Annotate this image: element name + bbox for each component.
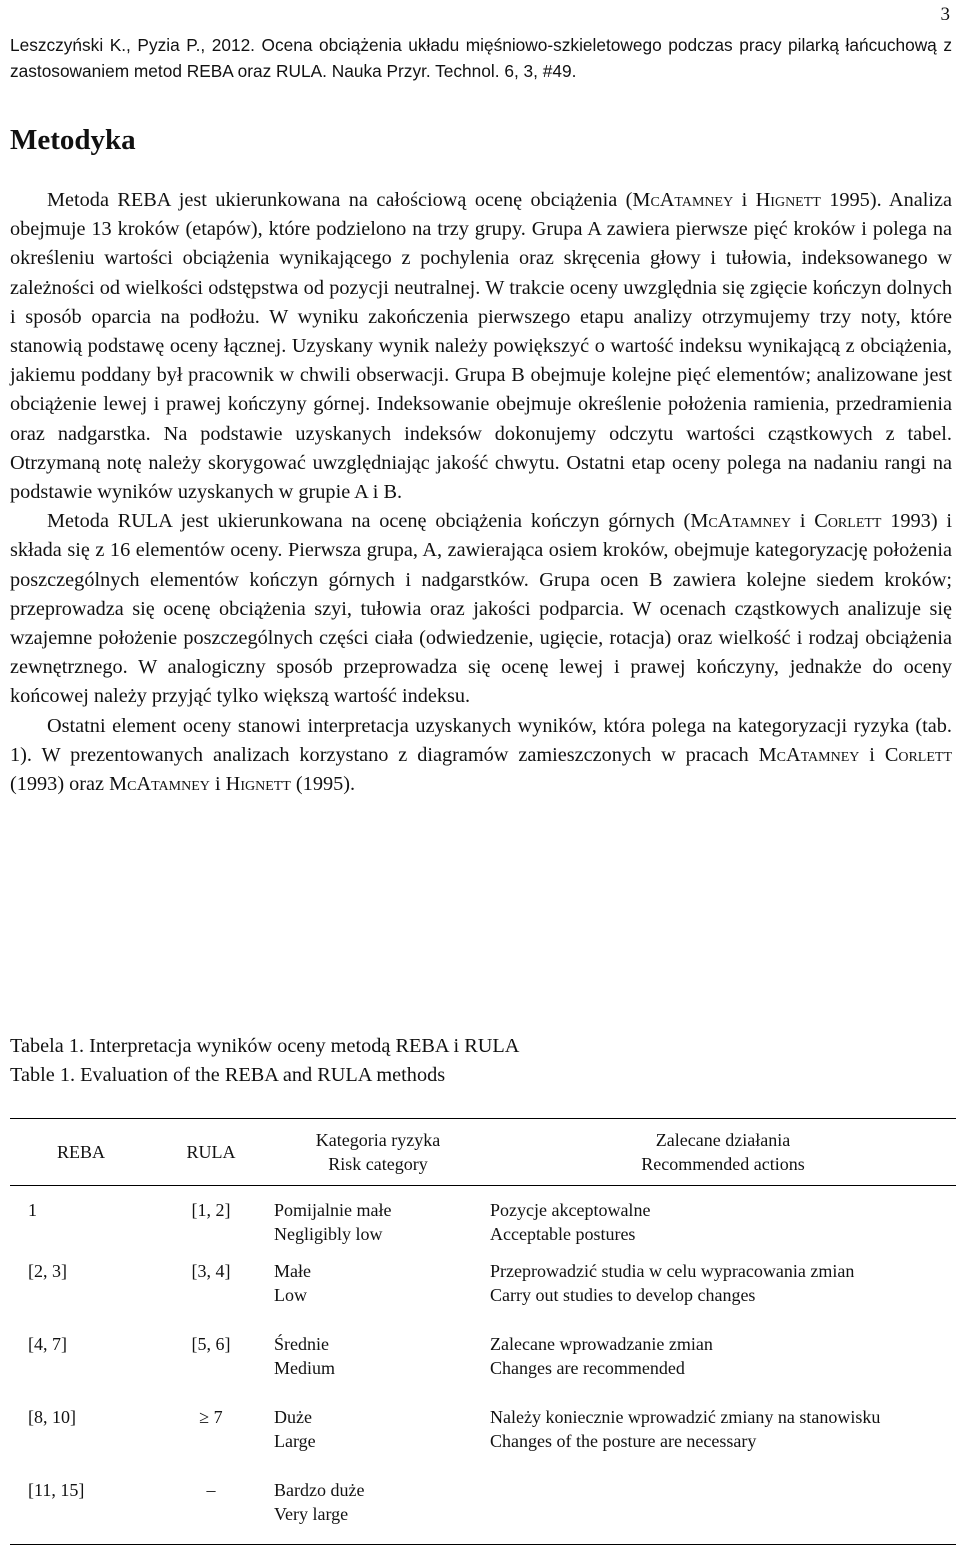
cell-reba: 1 <box>28 1200 37 1220</box>
category-pl: Małe <box>274 1261 311 1281</box>
author-name: Hignett <box>755 189 821 211</box>
action-en: Changes of the posture are necessary <box>490 1431 757 1451</box>
cell-actions <box>482 1259 956 1332</box>
cell-reba: [2, 3] <box>28 1261 67 1281</box>
action-en: Acceptable postures <box>490 1224 636 1244</box>
text-run: Metoda RULA jest ukierunkowana na ocenę obciążenia kończyn górnych ( <box>47 510 691 533</box>
citation-header: Leszczyński K., Pyzia P., 2012. Ocena obciążenia układu mięśniowo-szkieletowego podczas pracy pilarką łańcuchową z zastosowaniem metod REBA oraz RULA. Nauka Przyr. Technol. 6, 3, #49. <box>10 35 952 81</box>
cell-category <box>270 1259 482 1332</box>
text-run: i <box>209 773 226 796</box>
category-en: Large <box>274 1431 316 1451</box>
risk-table <box>10 1118 956 1545</box>
cell-rula: ≥ 7 <box>199 1407 223 1427</box>
table-row <box>10 1259 956 1332</box>
category-en: Very large <box>274 1504 349 1524</box>
cell-reba: [8, 10] <box>28 1407 76 1427</box>
cell-actions <box>482 1478 956 1545</box>
text-run: i <box>859 743 885 766</box>
caption-english: Table 1. Evaluation of the REBA and RULA methods <box>10 1064 446 1086</box>
page-number: 3 <box>940 4 950 25</box>
text-run: Metoda REBA jest ukierunkowana na całościową ocenę obciążenia ( <box>47 189 633 211</box>
text-run: 1993) i składa się z 16 elementów oceny. Pierwsza grupa, A, zawierająca osiem kroków, obejmuje kategoryzację położenia poszczególnych elementów kończyn górnych i nadgarstków. Grupa ocen B zawiera kolejne siedem kroków; przeprowadza się ocenę obciążenia szyi, tułowia oraz jakości podparcia. W ocenach cząstkowych analizuje się wzajemne położenie poszczególnych części ciała (odwiedzenie, ugięcie, rotacja) oraz wielkość i rodzaj obciążenia zewnętrznego. W analogiczny sposób przeprowadza się ocenę lewej i prawej kończyny, jednakże do oceny końcowej należy przyjąć tylko większą wartość indeksu. <box>10 510 952 708</box>
text-run: Ostatni element oceny stanowi interpretacja uzyskanych wyników, która polega na kategoryzacji ryzyka (tab. 1). W prezentowanych analizach korzystano z diagramów zamieszczonych w pracach <box>10 714 952 766</box>
header-category-en: Risk category <box>328 1154 428 1174</box>
table-caption <box>10 1032 519 1090</box>
header-rula: RULA <box>186 1142 236 1162</box>
table-row <box>10 1186 956 1260</box>
category-en: Negligibly low <box>274 1224 383 1244</box>
cell-rula: [3, 4] <box>191 1261 231 1281</box>
paragraph-interpretation <box>10 712 952 800</box>
table-row <box>10 1332 956 1405</box>
paragraph-reba <box>10 186 952 507</box>
cell-rula: [1, 2] <box>191 1200 231 1220</box>
author-name: Hignett <box>225 773 291 796</box>
table-header-row <box>10 1119 956 1186</box>
header-actions-pl: Zalecane działania <box>655 1130 791 1150</box>
category-en: Medium <box>274 1358 335 1378</box>
header-category-pl: Kategoria ryzyka <box>315 1130 441 1150</box>
table-row <box>10 1478 956 1545</box>
cell-rula: [5, 6] <box>191 1334 231 1354</box>
category-pl: Średnie <box>274 1334 329 1354</box>
section-heading: Metodyka <box>10 124 136 156</box>
category-pl: Duże <box>274 1407 312 1427</box>
action-pl: Pozycje akceptowalne <box>490 1200 651 1220</box>
action-en: Changes are recommended <box>490 1358 685 1378</box>
text-run: (1995). <box>290 773 356 796</box>
action-en: Carry out studies to develop changes <box>490 1285 756 1305</box>
cell-actions <box>482 1405 956 1478</box>
caption-polish: Tabela 1. Interpretacja wyników oceny metodą REBA i RULA <box>10 1035 520 1057</box>
cell-category <box>270 1332 482 1405</box>
category-en: Low <box>274 1285 307 1305</box>
header-actions-en: Recommended actions <box>641 1154 805 1174</box>
author-name: McAtamney <box>690 510 792 533</box>
text-run: i <box>733 189 756 211</box>
table-row <box>10 1405 956 1478</box>
cell-actions <box>482 1186 956 1260</box>
cell-category <box>270 1405 482 1478</box>
paragraph-rula <box>10 507 952 711</box>
cell-category <box>270 1186 482 1260</box>
action-pl: Należy koniecznie wprowadzić zmiany na stanowisku <box>490 1407 881 1427</box>
cell-category <box>270 1478 482 1545</box>
action-pl: Zalecane wprowadzanie zmian <box>490 1334 713 1354</box>
body-text <box>10 186 952 799</box>
cell-rula: – <box>206 1480 216 1500</box>
cell-reba: [11, 15] <box>28 1480 85 1500</box>
text-run: i <box>791 510 815 533</box>
author-name: McAtamney <box>109 773 210 796</box>
header-actions <box>482 1119 956 1186</box>
category-pl: Pomijalnie małe <box>274 1200 392 1220</box>
action-pl: Przeprowadzić studia w celu wypracowania zmian <box>490 1261 855 1281</box>
cell-actions <box>482 1332 956 1405</box>
cell-reba: [4, 7] <box>28 1334 67 1354</box>
author-name: Corlett <box>814 510 882 533</box>
header-reba: REBA <box>56 1142 105 1162</box>
category-pl: Bardzo duże <box>274 1480 365 1500</box>
text-run: (1993) oraz <box>10 773 110 796</box>
author-name: McAtamney <box>758 743 860 766</box>
author-name: McAtamney <box>632 189 734 211</box>
header-category <box>270 1119 482 1186</box>
author-name: Corlett <box>884 743 952 766</box>
text-run: 1995). Analiza obejmuje 13 kroków (etapów), które podzielono na trzy grupy. Grupa A zawiera pierwsze pięć kroków i polega na określeniu wartości obciążenia wynikającego z pochylenia oraz skręcenia głowy i tułowia, indeksowanego w zależności od wielkości odstępstwa od pozycji neutralnej. W trakcie oceny uwzględnia się zgięcie kończyn dolnych i sposób oparcia na podłożu. W wyniku zakończenia pierwszego etapu analizy otrzymujemy trzy noty, które stanowią podstawę oceny łącznej. Uzyskany wynik należy powiększyć o wartość indeksu wynikającą z obciążenia, jakiemu poddany był pracownik w chwili obserwacji. Grupa B obejmuje kolejne pięć elementów; analizowane jest obciążenie lewej i prawej kończyny górnej. Indeksowanie obejmuje określenie położenia ramienia, przedramienia oraz nadgarstka. Na podstawie uzyskanych indeksów dokonujemy odczytu wartości cząstkowych z tabel. Otrzymaną notę należy skorygować uwzględniając jakość chwytu. Ostatni etap oceny polega na nadaniu rangi na podstawie wyników uzyskanych w grupie A i B. <box>10 189 952 504</box>
